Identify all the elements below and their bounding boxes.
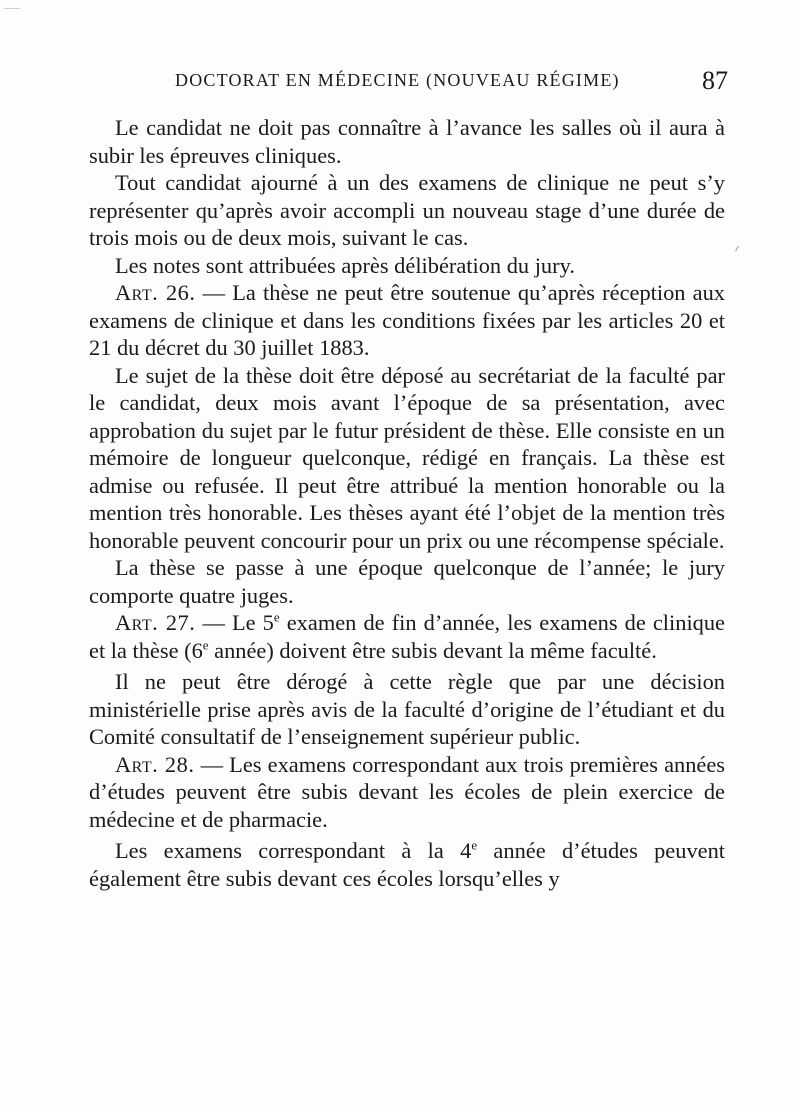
scan-mark: [735, 246, 739, 252]
paragraph: La thèse se passe à une époque quelconque de l’année; le jury comporte quatre juges.: [89, 555, 725, 608]
paragraph: Le sujet de la thèse doit être déposé au secrétariat de la faculté par le candidat, deux mois avant l’époque de sa présentation, avec approbation du sujet par le futur président de thèse. Elle consiste en un mémoire de longueur quelconque, rédigé en français. La thèse est admise ou refusée. Il peut être attribué la mention honorable ou la mention très honorable. Les thèses ayant été l’objet de la mention très honorable peuvent concourir pour un prix ou une récompense spéciale.: [89, 362, 725, 553]
paragraph: Le candidat ne doit pas connaître à l’avance les salles où il aura à subir les épreuves cliniques.: [89, 115, 725, 168]
article-text: examen de fin d’année, les examens de clinique et la thèse (6: [89, 610, 725, 663]
article-label: Art. 27.: [115, 610, 196, 635]
page-header: [88, 66, 728, 102]
article-label: Art. 26.: [115, 280, 196, 305]
paragraph-text: Les examens correspondant à la 4: [115, 838, 472, 863]
paragraph: Les notes sont attribuées après délibération du jury.: [115, 252, 575, 278]
scan-mark: [4, 8, 20, 9]
article-text: — Le 5: [195, 610, 274, 635]
paragraph: Il ne peut être dérogé à cette règle que par une décision ministérielle prise après avis de la faculté d’origine de l’étudiant et du Comité consultatif de l’enseignement supérieur public.: [89, 669, 725, 749]
article-label: Art. 28.: [115, 751, 195, 777]
article-text: — Les examens correspondant aux trois premières années d’études peuvent être subis devant les écoles de plein exercice de médecine et de pharmacie.: [89, 751, 725, 832]
article-text: année) doivent être subis devant la même faculté.: [208, 637, 657, 663]
paragraph: [89, 837, 725, 892]
paragraph-text: année d’études peuvent également être subis devant ces écoles lorsqu’elles y: [89, 838, 725, 891]
body-text: [89, 114, 725, 892]
article-text: — La thèse ne peut être soutenue qu’après réception aux examens de clinique et dans les conditions fixées par les articles 20 et 21 du décret du 30 juillet 1883.: [89, 280, 726, 360]
article-26: [89, 279, 725, 362]
ordinal-suffix: e: [202, 637, 209, 653]
article-27: [89, 609, 725, 664]
running-head: DOCTORAT EN MÉDECINE (NOUVEAU RÉGIME): [175, 70, 620, 90]
page-number: 87: [702, 66, 728, 95]
ordinal-suffix: e: [471, 837, 478, 853]
article-28: [89, 751, 725, 834]
ordinal-suffix: e: [273, 609, 280, 625]
paragraph: Tout candidat ajourné à un des examens de clinique ne peut s’y représenter qu’après avoir accompli un nouveau stage d’une durée de trois mois ou de deux mois, suivant le cas.: [89, 170, 725, 250]
